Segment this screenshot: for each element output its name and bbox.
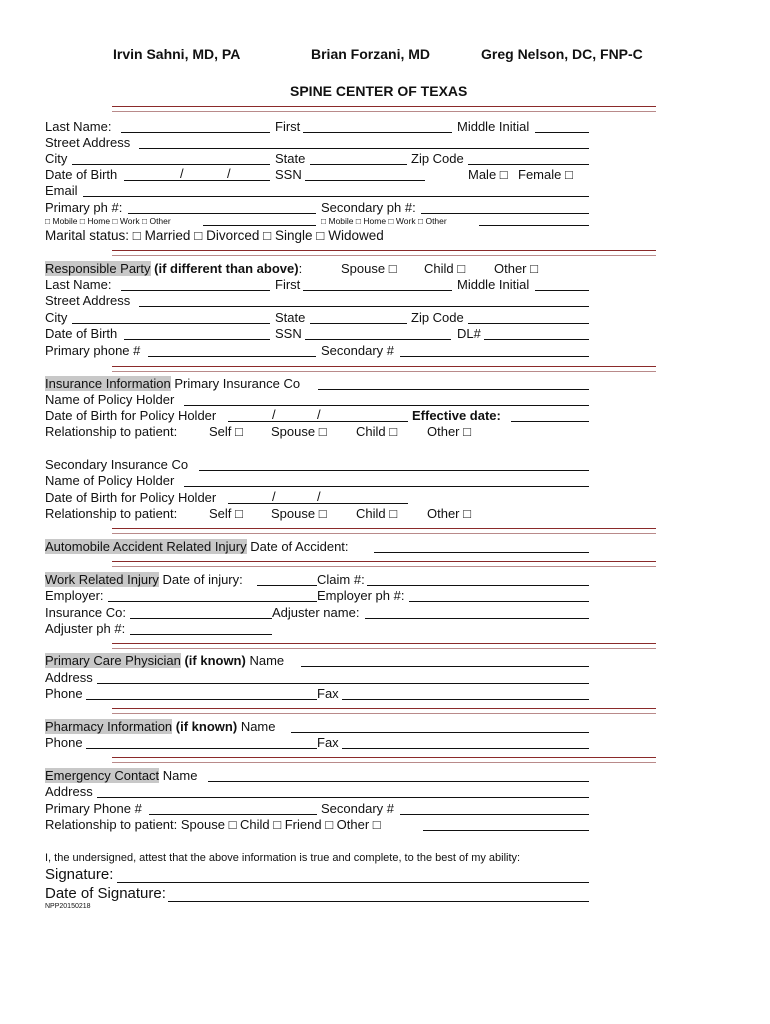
emergency-name-label: Name: [162, 768, 198, 783]
middle-initial-field[interactable]: [535, 132, 589, 133]
resp-last-name-field[interactable]: [121, 290, 270, 291]
doctor-name-1: Irvin Sahni, MD, PA: [113, 46, 241, 62]
work-insurance-field[interactable]: [130, 618, 272, 619]
resp-ssn-field[interactable]: [305, 339, 451, 340]
holder-2-dob-label: Date of Birth for Policy Holder: [45, 490, 217, 505]
pcp-address-label: Address: [45, 670, 93, 685]
email-label: Email: [45, 183, 78, 198]
pcp-fax-label: Fax: [317, 686, 339, 701]
resp-secondary-phone-label: Secondary #: [321, 343, 394, 358]
primary-phone-other-field[interactable]: [203, 225, 316, 226]
signature-date-label: Date of Signature:: [45, 885, 166, 902]
email-field[interactable]: [83, 196, 589, 197]
pcp-address-field[interactable]: [97, 683, 589, 684]
employer-label: Employer:: [45, 588, 104, 603]
resp-state-label: State: [275, 310, 306, 325]
pharmacy-phone-field[interactable]: [86, 748, 317, 749]
injury-date-field[interactable]: [257, 585, 317, 586]
state-label: State: [275, 151, 306, 166]
ssn-label: SSN: [275, 167, 302, 182]
section-divider: [112, 106, 656, 112]
section-divider: [112, 643, 656, 649]
signature-date-field[interactable]: [168, 901, 589, 902]
resp-zip-field[interactable]: [468, 323, 589, 324]
signature-label: Signature:: [45, 866, 114, 883]
section-divider: [112, 561, 656, 567]
attestation-statement: I, the undersigned, attest that the above information is true and complete, to the best of my ability:: [45, 852, 521, 864]
pharmacy-phone-label: Phone: [45, 735, 83, 750]
auto-accident-title: Automobile Accident Related Injury: [45, 539, 247, 554]
accident-date-label: Date of Accident:: [250, 539, 349, 554]
secondary-phone-other-field[interactable]: [479, 225, 589, 226]
resp-state-field[interactable]: [310, 323, 407, 324]
resp-dl-label: DL#: [457, 326, 481, 341]
zip-label: Zip Code: [411, 151, 464, 166]
resp-street-label: Street Address: [45, 293, 131, 308]
policy-holder-label: Name of Policy Holder: [45, 392, 175, 407]
dob-slash: /: [272, 489, 276, 504]
pcp-name-label: Name: [249, 653, 285, 668]
secondary-phone-label: Secondary ph #:: [321, 200, 416, 215]
secondary-phone-type-options[interactable]: □ Mobile □ Home □ Work □ Other: [321, 216, 447, 226]
responsible-party-heading: [45, 261, 302, 276]
state-field[interactable]: [310, 164, 407, 165]
resp-first-name-label: First: [275, 277, 301, 292]
resp-ssn-label: SSN: [275, 326, 302, 341]
doctor-name-2: Brian Forzani, MD: [311, 46, 431, 62]
pcp-phone-label: Phone: [45, 686, 83, 701]
resp-dl-field[interactable]: [484, 339, 589, 340]
dob-slash: /: [227, 166, 231, 181]
resp-primary-phone-label: Primary phone #: [45, 343, 141, 358]
auto-accident-heading: [45, 539, 349, 554]
primary-insurance-label: Primary Insurance Co: [174, 376, 301, 391]
pharmacy-name-label: Name: [240, 719, 276, 734]
pcp-note: (if known): [184, 653, 246, 668]
work-injury-heading: [45, 572, 243, 587]
emergency-address-label: Address: [45, 784, 93, 799]
accident-date-field[interactable]: [374, 552, 589, 553]
relationship-child-checkbox[interactable]: Child □: [356, 424, 398, 439]
responsible-party-title: Responsible Party: [45, 261, 151, 276]
dob-label: Date of Birth: [45, 167, 118, 182]
adjuster-phone-label: Adjuster ph #:: [45, 621, 126, 636]
dob-slash: /: [317, 407, 321, 422]
adjuster-name-field[interactable]: [365, 618, 589, 619]
employer-phone-label: Employer ph #:: [317, 588, 405, 603]
section-divider: [112, 708, 656, 714]
effective-date-label: Effective date:: [412, 408, 501, 423]
pharmacy-title: Pharmacy Information: [45, 719, 173, 734]
emergency-primary-phone-field[interactable]: [149, 814, 317, 815]
employer-field[interactable]: [108, 601, 317, 602]
claim-label: Claim #:: [317, 572, 365, 587]
relationship-self-checkbox[interactable]: Self □: [209, 424, 243, 439]
emergency-relationship-options[interactable]: Relationship to patient: Spouse □ Child □ Friend □ Other □: [45, 817, 381, 832]
pcp-phone-field[interactable]: [86, 699, 317, 700]
pharmacy-fax-field[interactable]: [342, 748, 589, 749]
relationship-2-label: Relationship to patient:: [45, 506, 178, 521]
pcp-heading: [45, 653, 284, 668]
section-divider: [112, 757, 656, 763]
pcp-name-field[interactable]: [301, 666, 589, 667]
section-divider: [112, 250, 656, 256]
relationship-2-self-checkbox[interactable]: Self □: [209, 506, 243, 521]
effective-date-field[interactable]: [511, 421, 589, 422]
pcp-title: Primary Care Physician: [45, 653, 181, 668]
responsible-other-checkbox[interactable]: Other □: [494, 261, 538, 276]
form-code: NPP20150218: [45, 903, 91, 910]
responsible-party-note: (if different than above): [154, 261, 299, 276]
city-label: City: [45, 151, 68, 166]
pcp-fax-field[interactable]: [342, 699, 589, 700]
section-divider: [112, 528, 656, 534]
responsible-party-colon: :: [298, 261, 303, 276]
dob-field[interactable]: [124, 180, 270, 181]
first-name-field[interactable]: [303, 132, 452, 133]
section-divider: [112, 366, 656, 372]
doctor-name-3: Greg Nelson, DC, FNP-C: [481, 46, 643, 62]
secondary-insurance-field[interactable]: [199, 470, 589, 471]
emergency-title: Emergency Contact: [45, 768, 160, 783]
pharmacy-note: (if known): [175, 719, 238, 734]
responsible-spouse-checkbox[interactable]: Spouse □: [341, 261, 397, 276]
insurance-title: Insurance Information: [45, 376, 171, 391]
pharmacy-fax-label: Fax: [317, 735, 339, 750]
relationship-spouse-checkbox[interactable]: Spouse □: [271, 424, 327, 439]
dob-slash: /: [272, 407, 276, 422]
male-checkbox[interactable]: Male □: [468, 167, 508, 182]
relationship-2-child-checkbox[interactable]: Child □: [356, 506, 398, 521]
last-name-label: Last Name:: [45, 119, 112, 134]
emergency-heading: [45, 768, 197, 783]
resp-street-field[interactable]: [139, 306, 589, 307]
clinic-title: SPINE CENTER OF TEXAS: [290, 83, 468, 99]
female-checkbox[interactable]: Female □: [518, 167, 573, 182]
primary-phone-type-options[interactable]: □ Mobile □ Home □ Work □ Other: [45, 216, 171, 226]
resp-secondary-phone-field[interactable]: [400, 356, 589, 357]
claim-field[interactable]: [367, 585, 589, 586]
insurance-heading: [45, 376, 300, 391]
emergency-primary-phone-label: Primary Phone #: [45, 801, 142, 816]
relationship-other-checkbox[interactable]: Other □: [427, 424, 471, 439]
employer-phone-field[interactable]: [409, 601, 589, 602]
primary-phone-field[interactable]: [128, 213, 316, 214]
resp-city-field[interactable]: [72, 323, 270, 324]
city-field[interactable]: [72, 164, 270, 165]
emergency-address-field[interactable]: [97, 797, 589, 798]
adjuster-phone-field[interactable]: [130, 634, 272, 635]
first-name-label: First: [275, 119, 301, 134]
resp-middle-initial-field[interactable]: [535, 290, 589, 291]
marital-status-options[interactable]: Marital status: □ Married □ Divorced □ Single □ Widowed: [45, 228, 384, 243]
signature-field[interactable]: [117, 882, 589, 883]
street-address-label: Street Address: [45, 135, 131, 150]
dob-slash: /: [317, 489, 321, 504]
policy-holder-2-field[interactable]: [184, 486, 589, 487]
primary-insurance-field[interactable]: [318, 389, 589, 390]
street-address-field[interactable]: [139, 148, 589, 149]
middle-initial-label: Middle Initial: [457, 119, 530, 134]
work-insurance-label: Insurance Co:: [45, 605, 126, 620]
resp-primary-phone-field[interactable]: [148, 356, 316, 357]
resp-city-label: City: [45, 310, 68, 325]
emergency-relationship-other-field[interactable]: [423, 830, 589, 831]
emergency-secondary-phone-field[interactable]: [400, 814, 589, 815]
secondary-insurance-label: Secondary Insurance Co: [45, 457, 189, 472]
adjuster-name-label: Adjuster name:: [272, 605, 360, 620]
last-name-field[interactable]: [121, 132, 270, 133]
pharmacy-heading: [45, 719, 276, 734]
relationship-2-other-checkbox[interactable]: Other □: [427, 506, 471, 521]
primary-phone-label: Primary ph #:: [45, 200, 123, 215]
relationship-label: Relationship to patient:: [45, 424, 178, 439]
ssn-field[interactable]: [305, 180, 425, 181]
secondary-phone-field[interactable]: [421, 213, 589, 214]
policy-holder-2-label: Name of Policy Holder: [45, 473, 175, 488]
resp-dob-field[interactable]: [124, 339, 270, 340]
emergency-secondary-phone-label: Secondary #: [321, 801, 394, 816]
relationship-2-spouse-checkbox[interactable]: Spouse □: [271, 506, 327, 521]
resp-first-name-field[interactable]: [303, 290, 452, 291]
work-injury-title: Work Related Injury: [45, 572, 159, 587]
responsible-child-checkbox[interactable]: Child □: [424, 261, 466, 276]
resp-last-name-label: Last Name:: [45, 277, 112, 292]
pharmacy-name-field[interactable]: [291, 732, 589, 733]
resp-middle-initial-label: Middle Initial: [457, 277, 530, 292]
holder-dob-label: Date of Birth for Policy Holder: [45, 408, 217, 423]
resp-zip-label: Zip Code: [411, 310, 464, 325]
zip-field[interactable]: [468, 164, 589, 165]
injury-date-label: Date of injury:: [162, 572, 243, 587]
dob-slash: /: [180, 166, 184, 181]
policy-holder-field[interactable]: [184, 405, 589, 406]
emergency-name-field[interactable]: [208, 781, 589, 782]
resp-dob-label: Date of Birth: [45, 326, 118, 341]
